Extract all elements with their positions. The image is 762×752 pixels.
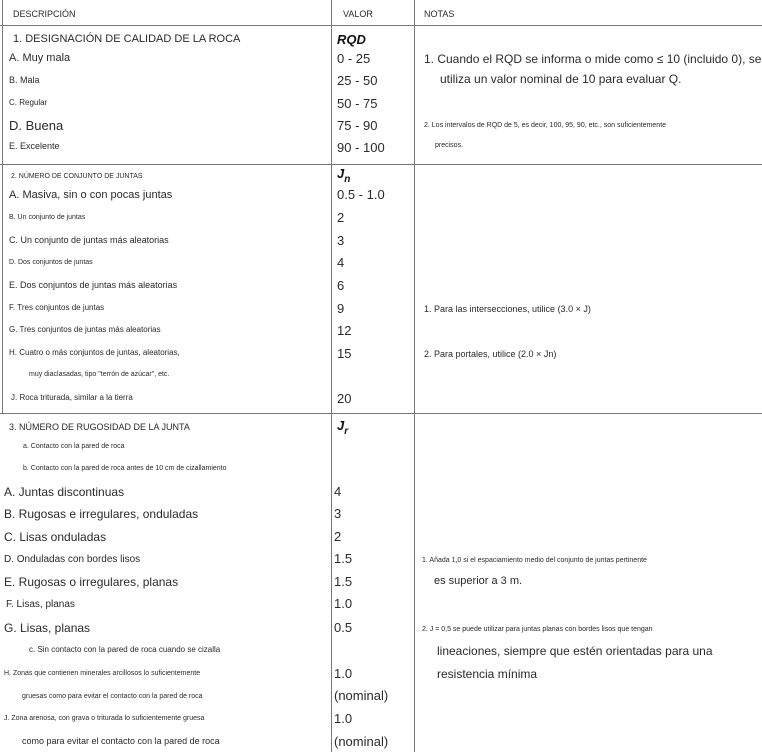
s3-subheading-a: a. Contacto con la pared de roca <box>23 443 125 450</box>
s1-note: utiliza un valor nominal de 10 para evaluar Q. <box>440 72 682 86</box>
s1-note: 1. Cuando el RQD se informa o mide como ≤ 10 (incluido 0), se <box>424 52 762 66</box>
section1-title: 1. DESIGNACIÓN DE CALIDAD DE LA ROCA <box>13 33 241 45</box>
section2-symbol <box>337 166 351 185</box>
s1-row-label: D. Buena <box>9 118 64 133</box>
column-divider-notas <box>414 0 415 752</box>
header-bottom-rule <box>0 25 762 26</box>
section2-title: 2. NÚMERO DE CONJUNTO DE JUNTAS <box>11 173 143 180</box>
s3-row-h-value-nominal: (nominal) <box>334 688 389 703</box>
s3-row-value: 1.5 <box>334 551 353 566</box>
s3-row-label: G. Lisas, planas <box>4 621 91 635</box>
s3-row-label: C. Lisas onduladas <box>4 530 107 544</box>
s1-note: precisos. <box>435 142 464 149</box>
s2-row-value: 0.5 - 1.0 <box>337 187 385 202</box>
s2-row-value: 6 <box>337 278 345 293</box>
s3-subheading-b: b. Contacto con la pared de roca antes de 10 cm de cizallamiento <box>23 465 227 472</box>
s3-note: 1. Añada 1,0 si el espaciamiento medio del conjunto de juntas pertinente <box>422 557 647 564</box>
s3-row-value: 4 <box>334 484 342 499</box>
s2-row-value: 3 <box>337 233 345 248</box>
s3-note: es superior a 3 m. <box>434 575 523 587</box>
header-notas: NOTAS <box>424 9 455 19</box>
s3-row-label: D. Onduladas con bordes lisos <box>4 554 141 565</box>
s3-row-j-label: J. Zona arenosa, con grava o triturada lo suficientemente gruesa <box>4 715 205 722</box>
symbol-subscript: n <box>344 174 351 185</box>
section1-bottom-rule <box>0 164 762 165</box>
s3-note: resistencia mínima <box>437 667 538 681</box>
s3-row-j-value: 1.0 <box>334 711 353 726</box>
s1-row-label: E. Excelente <box>9 141 60 151</box>
s1-row-value: 0 - 25 <box>337 51 371 66</box>
s3-row-h-value: 1.0 <box>334 666 353 681</box>
table-left-border <box>2 0 3 413</box>
s1-row-value: 75 - 90 <box>337 118 378 133</box>
s3-row-value: 1.0 <box>334 596 353 611</box>
s2-row-value: 15 <box>337 346 352 361</box>
s1-row-label: C. Regular <box>9 98 48 107</box>
s2-row-label-cont: muy diaclasadas, tipo "terrón de azúcar", etc. <box>29 371 170 378</box>
s3-row-value: 2 <box>334 529 342 544</box>
s3-row-j-label-cont: como para evitar el contacto con la pared de roca <box>22 736 220 746</box>
s1-row-value: 50 - 75 <box>337 96 378 111</box>
s1-row-label: A. Muy mala <box>9 52 71 64</box>
s2-row-label: A. Masiva, sin o con pocas juntas <box>9 189 173 201</box>
s3-row-label: A. Juntas discontinuas <box>4 485 125 499</box>
s3-row-label: E. Rugosas o irregulares, planas <box>4 575 179 589</box>
s2-note: 1. Para las intersecciones, utilice (3.0 × J) <box>424 304 591 314</box>
s2-row-label: F. Tres conjuntos de juntas <box>9 303 105 312</box>
s3-row-value: 1.5 <box>334 574 353 589</box>
s3-note: 2. J = 0,5 se puede utilizar para juntas planas con bordes lisos que tengan <box>422 626 653 633</box>
s3-subheading-c: c. Sin contacto con la pared de roca cuando se cizalla <box>29 645 221 654</box>
symbol-subscript: r <box>344 426 349 437</box>
s2-row-value: 12 <box>337 323 352 338</box>
s2-row-label: H. Cuatro o más conjuntos de juntas, aleatorias, <box>9 348 180 357</box>
header-valor: VALOR <box>343 9 373 19</box>
s2-row-label: J. Roca triturada, similar a la tierra <box>11 393 133 402</box>
column-divider-valor <box>331 0 332 752</box>
symbol-main: J <box>337 166 345 181</box>
s2-row-label: E. Dos conjuntos de juntas más aleatorias <box>9 280 178 290</box>
s2-row-value: 20 <box>337 391 352 406</box>
s1-row-value: 25 - 50 <box>337 73 378 88</box>
s2-note: 2. Para portales, utilice (2.0 × Jn) <box>424 349 557 359</box>
symbol-main: J <box>337 418 345 433</box>
s3-row-h-label: H. Zonas que contienen minerales arcillosos lo suficientemente <box>4 670 201 677</box>
s2-row-label: G. Tres conjuntos de juntas más aleatorias <box>9 325 161 334</box>
section3-symbol <box>337 418 349 437</box>
s1-note: 2. Los intervalos de RQD de 5, es decir, 100, 95, 90, etc., son suficientemente <box>424 122 667 129</box>
s2-row-value: 2 <box>337 210 345 225</box>
section2-bottom-rule <box>0 413 762 414</box>
s2-row-label: C. Un conjunto de juntas más aleatorias <box>9 235 169 245</box>
s3-note: lineaciones, siempre que estén orientadas para una <box>437 644 713 658</box>
section1-symbol: RQD <box>337 32 366 47</box>
s2-row-value: 4 <box>337 255 345 270</box>
section3-title: 3. NÚMERO DE RUGOSIDAD DE LA JUNTA <box>9 422 190 432</box>
s3-row-h-label-cont: gruesas como para evitar el contacto con la pared de roca <box>22 693 203 700</box>
s1-row-value: 90 - 100 <box>337 140 385 155</box>
s2-row-label: D. Dos conjuntos de juntas <box>9 259 93 266</box>
s3-row-label: F. Lisas, planas <box>6 599 75 610</box>
s3-row-value: 0.5 <box>334 620 353 635</box>
s2-row-label: B. Un conjunto de juntas <box>9 214 86 221</box>
s3-row-label: B. Rugosas e irregulares, onduladas <box>4 507 199 521</box>
s2-row-value: 9 <box>337 301 345 316</box>
s1-row-label: B. Mala <box>9 75 40 85</box>
s3-row-j-value-nominal: (nominal) <box>334 734 389 749</box>
header-descripcion: DESCRIPCIÓN <box>13 9 76 19</box>
s3-row-value: 3 <box>334 506 342 521</box>
